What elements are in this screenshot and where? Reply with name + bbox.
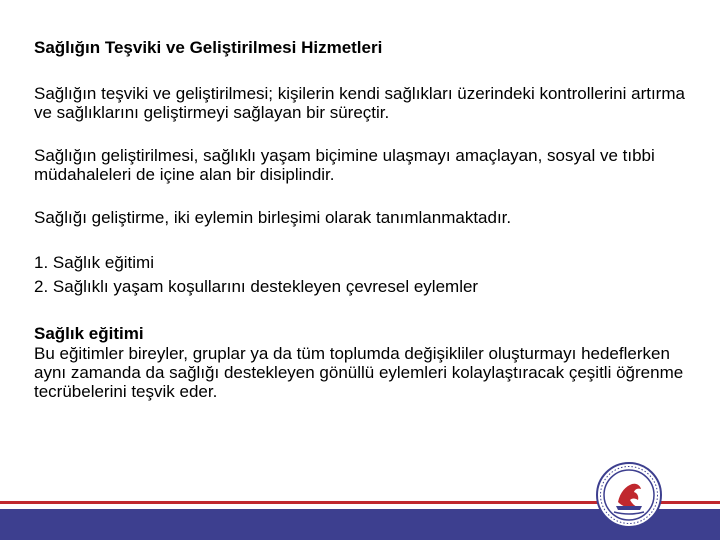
list-item: 2. Sağlıklı yaşam koşullarını destekleyen çevresel eylemler [34, 277, 479, 296]
subheading-health-education: Sağlık eğitimi [34, 324, 144, 343]
slide-title: Sağlığın Teşviki ve Geliştirilmesi Hizmetleri [34, 38, 383, 57]
health-education-text: Bu eğitimler bireyler, gruplar ya da tüm toplumda değişikliler oluşturmayı hedeflerken aynı zamanda da sağlığı destekleyen gönüllü eylemleri kolaylaştıracak çeşitli öğrenme tecrübelerini teşvik eder. [34, 344, 684, 401]
slide-content [34, 38, 694, 401]
actions-list [34, 251, 694, 299]
paragraph-definition: Sağlığın teşviki ve geliştirilmesi; kişilerin kendi sağlıkları üzerindeki kontrollerini artırma ve sağlıklarını geliştirmeyi sağlayan bir süreçtir. [34, 84, 685, 122]
paragraph-two-actions: Sağlığı geliştirme, iki eylemin birleşimi olarak tanımlanmaktadır. [34, 208, 512, 227]
paragraph-discipline: Sağlığın geliştirilmesi, sağlıklı yaşam biçimine ulaşmayı amaçlayan, sosyal ve tıbbi müdahaleleri de içine alan bir disiplindir. [34, 146, 655, 184]
university-seal-icon [596, 462, 662, 528]
list-item: 1. Sağlık eğitimi [34, 253, 154, 272]
